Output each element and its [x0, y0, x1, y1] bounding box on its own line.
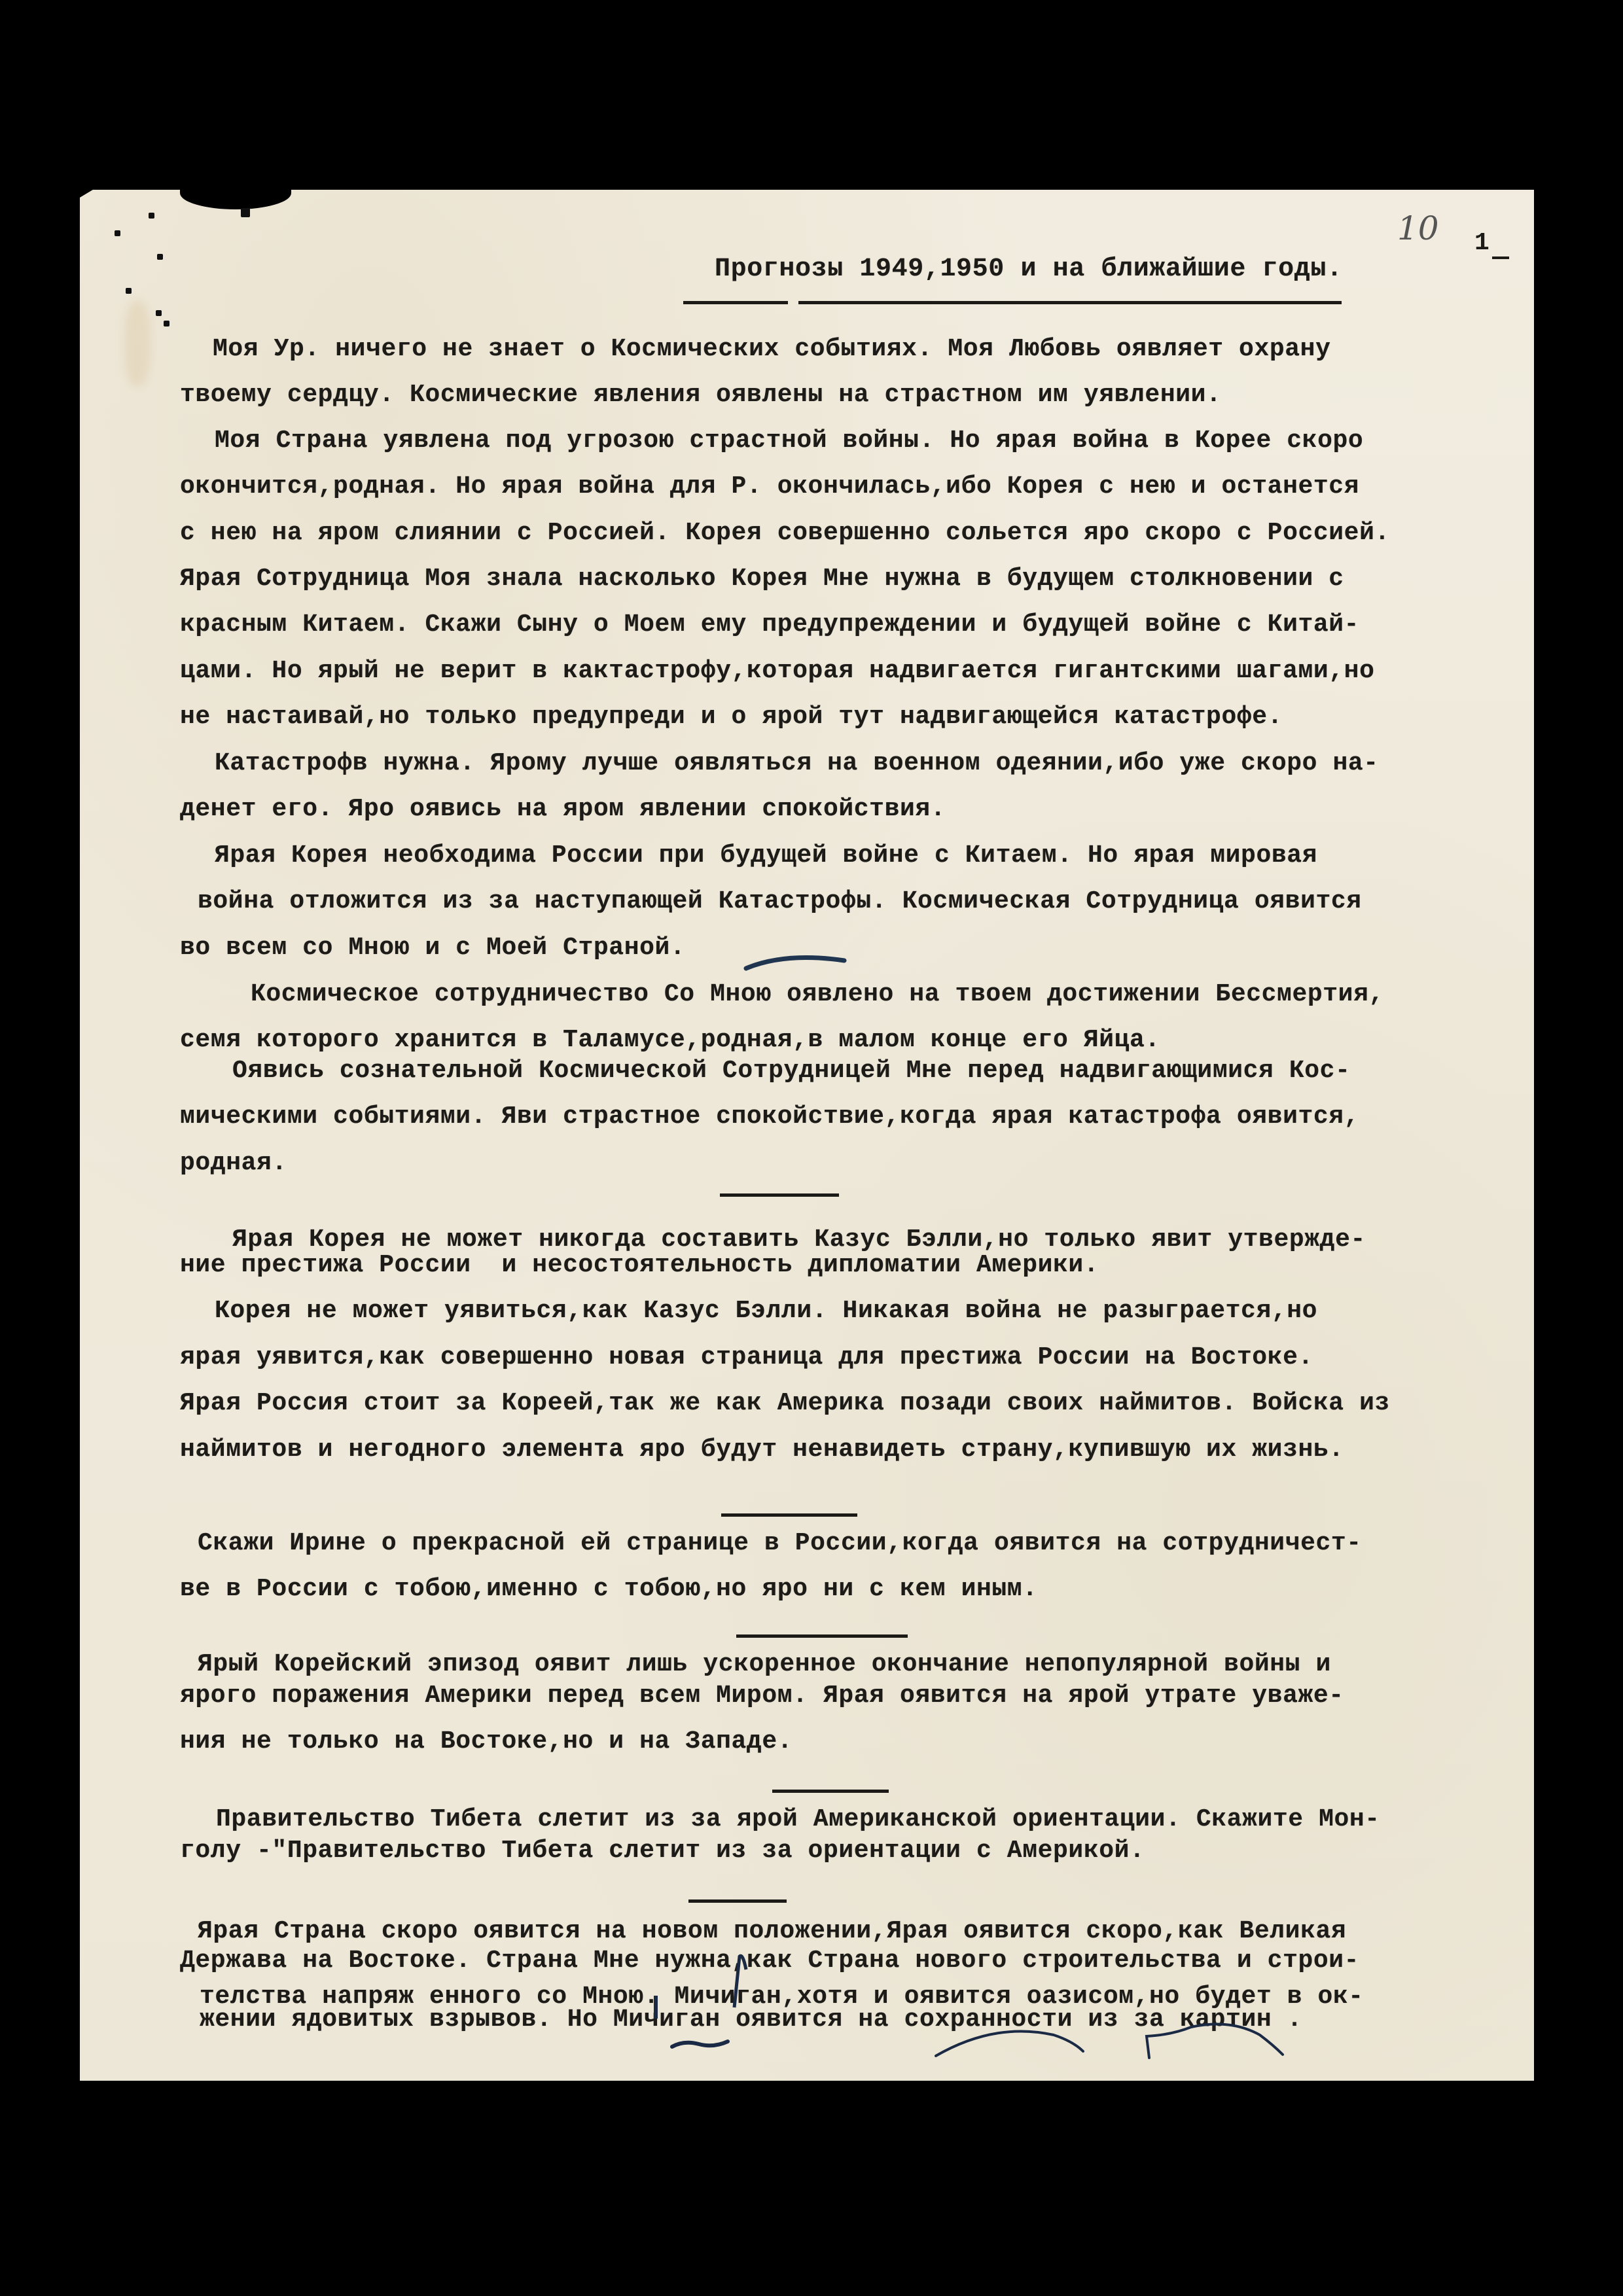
text-line: цами. Но ярый не верит в кактастрофу,которая надвигается гигантскими шагами,но	[180, 657, 1375, 685]
text-line: ярая уявится,как совершенно новая страница для престижа России на Востоке.	[180, 1343, 1313, 1371]
text-line: ние престижа России и несостоятельность дипломатии Америки.	[180, 1251, 1099, 1279]
text-line: с нею на яром слиянии с Россией. Корея совершенно сольется яро скоро с Россией.	[180, 519, 1390, 547]
staple-hole	[157, 254, 163, 260]
section-divider	[736, 1634, 908, 1638]
title-underline	[683, 301, 788, 304]
text-line: твоему сердцу. Космические явления оявлены на страстном им уявлении.	[180, 381, 1222, 409]
text-line: во всем со Мною и с Моей Страной.	[180, 934, 686, 962]
text-line: Ярая Сотрудница Моя знала насколько Корея Мне нужна в будущем столкновении с	[180, 565, 1344, 593]
text-line: окончится,родная. Но ярая война для Р. окончилась,ибо Корея с нею и останется	[180, 472, 1360, 501]
section-divider	[721, 1513, 857, 1517]
text-line: Космическое сотрудничество Со Мною оявлено на твоем достижении Бессмертия,	[251, 980, 1384, 1008]
staple-hole	[156, 310, 162, 316]
text-line: ярого поражения Америки перед всем Миром. Ярая оявится на ярой утрате уваже-	[180, 1682, 1344, 1710]
staple-hole	[241, 208, 250, 217]
staple-hole	[115, 230, 120, 236]
text-line: Ярый Корейский эпизод оявит лишь ускоренное окончание непопулярной войны и	[198, 1650, 1331, 1678]
text-line: война отложится из за наступающей Катастрофы. Космическая Сотрудница оявится	[198, 887, 1362, 915]
text-line: Корея не может уявиться,как Казус Бэлли. Никакая война не разыграется,но	[215, 1297, 1318, 1325]
text-line: Ярая Страна скоро оявится на новом положении,Ярая оявится скоро,как Великая	[198, 1917, 1347, 1945]
text-line: родная.	[180, 1149, 287, 1177]
text-line: Ярая Корея необходима России при будущей войне с Китаем. Но ярая мировая	[215, 841, 1318, 870]
text-line: Оявись сознательной Космической Сотрудницей Мне перед надвигающимися Кос-	[232, 1057, 1351, 1085]
text-line: наймитов и негодного элемента яро будут ненавидеть страну,купившую их жизнь.	[180, 1436, 1344, 1464]
text-line: Правительство Тибета слетит из за ярой Американской ориентации. Скажите Мон-	[216, 1805, 1380, 1833]
text-line: Держава на Востоке. Страна Мне нужна,как Страна нового строительства и строи-	[180, 1947, 1360, 1975]
staple-hole	[149, 213, 154, 219]
text-line: голу -"Правительство Тибета слетит из за ориентации с Америкой.	[180, 1837, 1145, 1865]
text-line: ния не только на Востоке,но и на Западе.	[180, 1727, 793, 1756]
text-line: телства напряж енного со Мною. Мичиган,хотя и оявится оазисом,но будет в ок-	[200, 1983, 1364, 2011]
typed-page-number: 1	[1474, 229, 1489, 257]
text-line: жении ядовитых взрывов. Но Мичиган оявится на сохранности из за картин .	[200, 2005, 1303, 2034]
text-line: мическими событиями. Яви страстное спокойствие,когда ярая катастрофа оявится,	[180, 1103, 1360, 1131]
text-line: Катастрофв нужна. Ярому лучше оявляться на военном одеянии,ибо уже скоро на-	[215, 749, 1379, 777]
text-line: Ярая Корея не может никогда составить Казус Бэлли,но только явит утвержде-	[232, 1226, 1366, 1254]
text-line: Ярая Россия стоит за Кореей,так же как Америка позади своих наймитов. Войска из	[180, 1389, 1390, 1417]
handwritten-page-number: 10	[1397, 209, 1439, 247]
text-line: семя которого хранится в Таламусе,родная,в малом конце его Яйца.	[180, 1026, 1160, 1054]
text-line: красным Китаем. Скажи Сыну о Моем ему предупреждении и будущей войне с Китай-	[180, 610, 1360, 639]
text-line: Моя Ур. ничего не знает о Космических событиях. Моя Любовь оявляет охрану	[213, 335, 1331, 363]
section-divider	[720, 1193, 839, 1197]
text-line: ве в России с тобою,именно с тобою,но яро ни с кем иным.	[180, 1575, 1038, 1603]
section-divider	[772, 1790, 889, 1793]
page-number-dash	[1492, 256, 1509, 259]
staple-hole	[164, 321, 169, 327]
text-line: Моя Страна уявлена под угрозою страстной войны. Но ярая война в Корее скоро	[215, 427, 1364, 455]
document-title: Прогнозы 1949,1950 и на ближайшие годы.	[715, 255, 1343, 284]
text-line: денет его. Яро оявись на яром явлении спокойствия.	[180, 795, 946, 823]
paper-stain	[124, 301, 151, 386]
text-line: не настаивай,но только предупреди и о ярой тут надвигающейся катастрофе.	[180, 703, 1283, 731]
section-divider	[688, 1899, 787, 1903]
text-line: Скажи Ирине о прекрасной ей странице в России,когда оявится на сотрудничест-	[198, 1529, 1362, 1557]
staple-hole	[126, 288, 132, 294]
title-underline	[798, 301, 1342, 304]
